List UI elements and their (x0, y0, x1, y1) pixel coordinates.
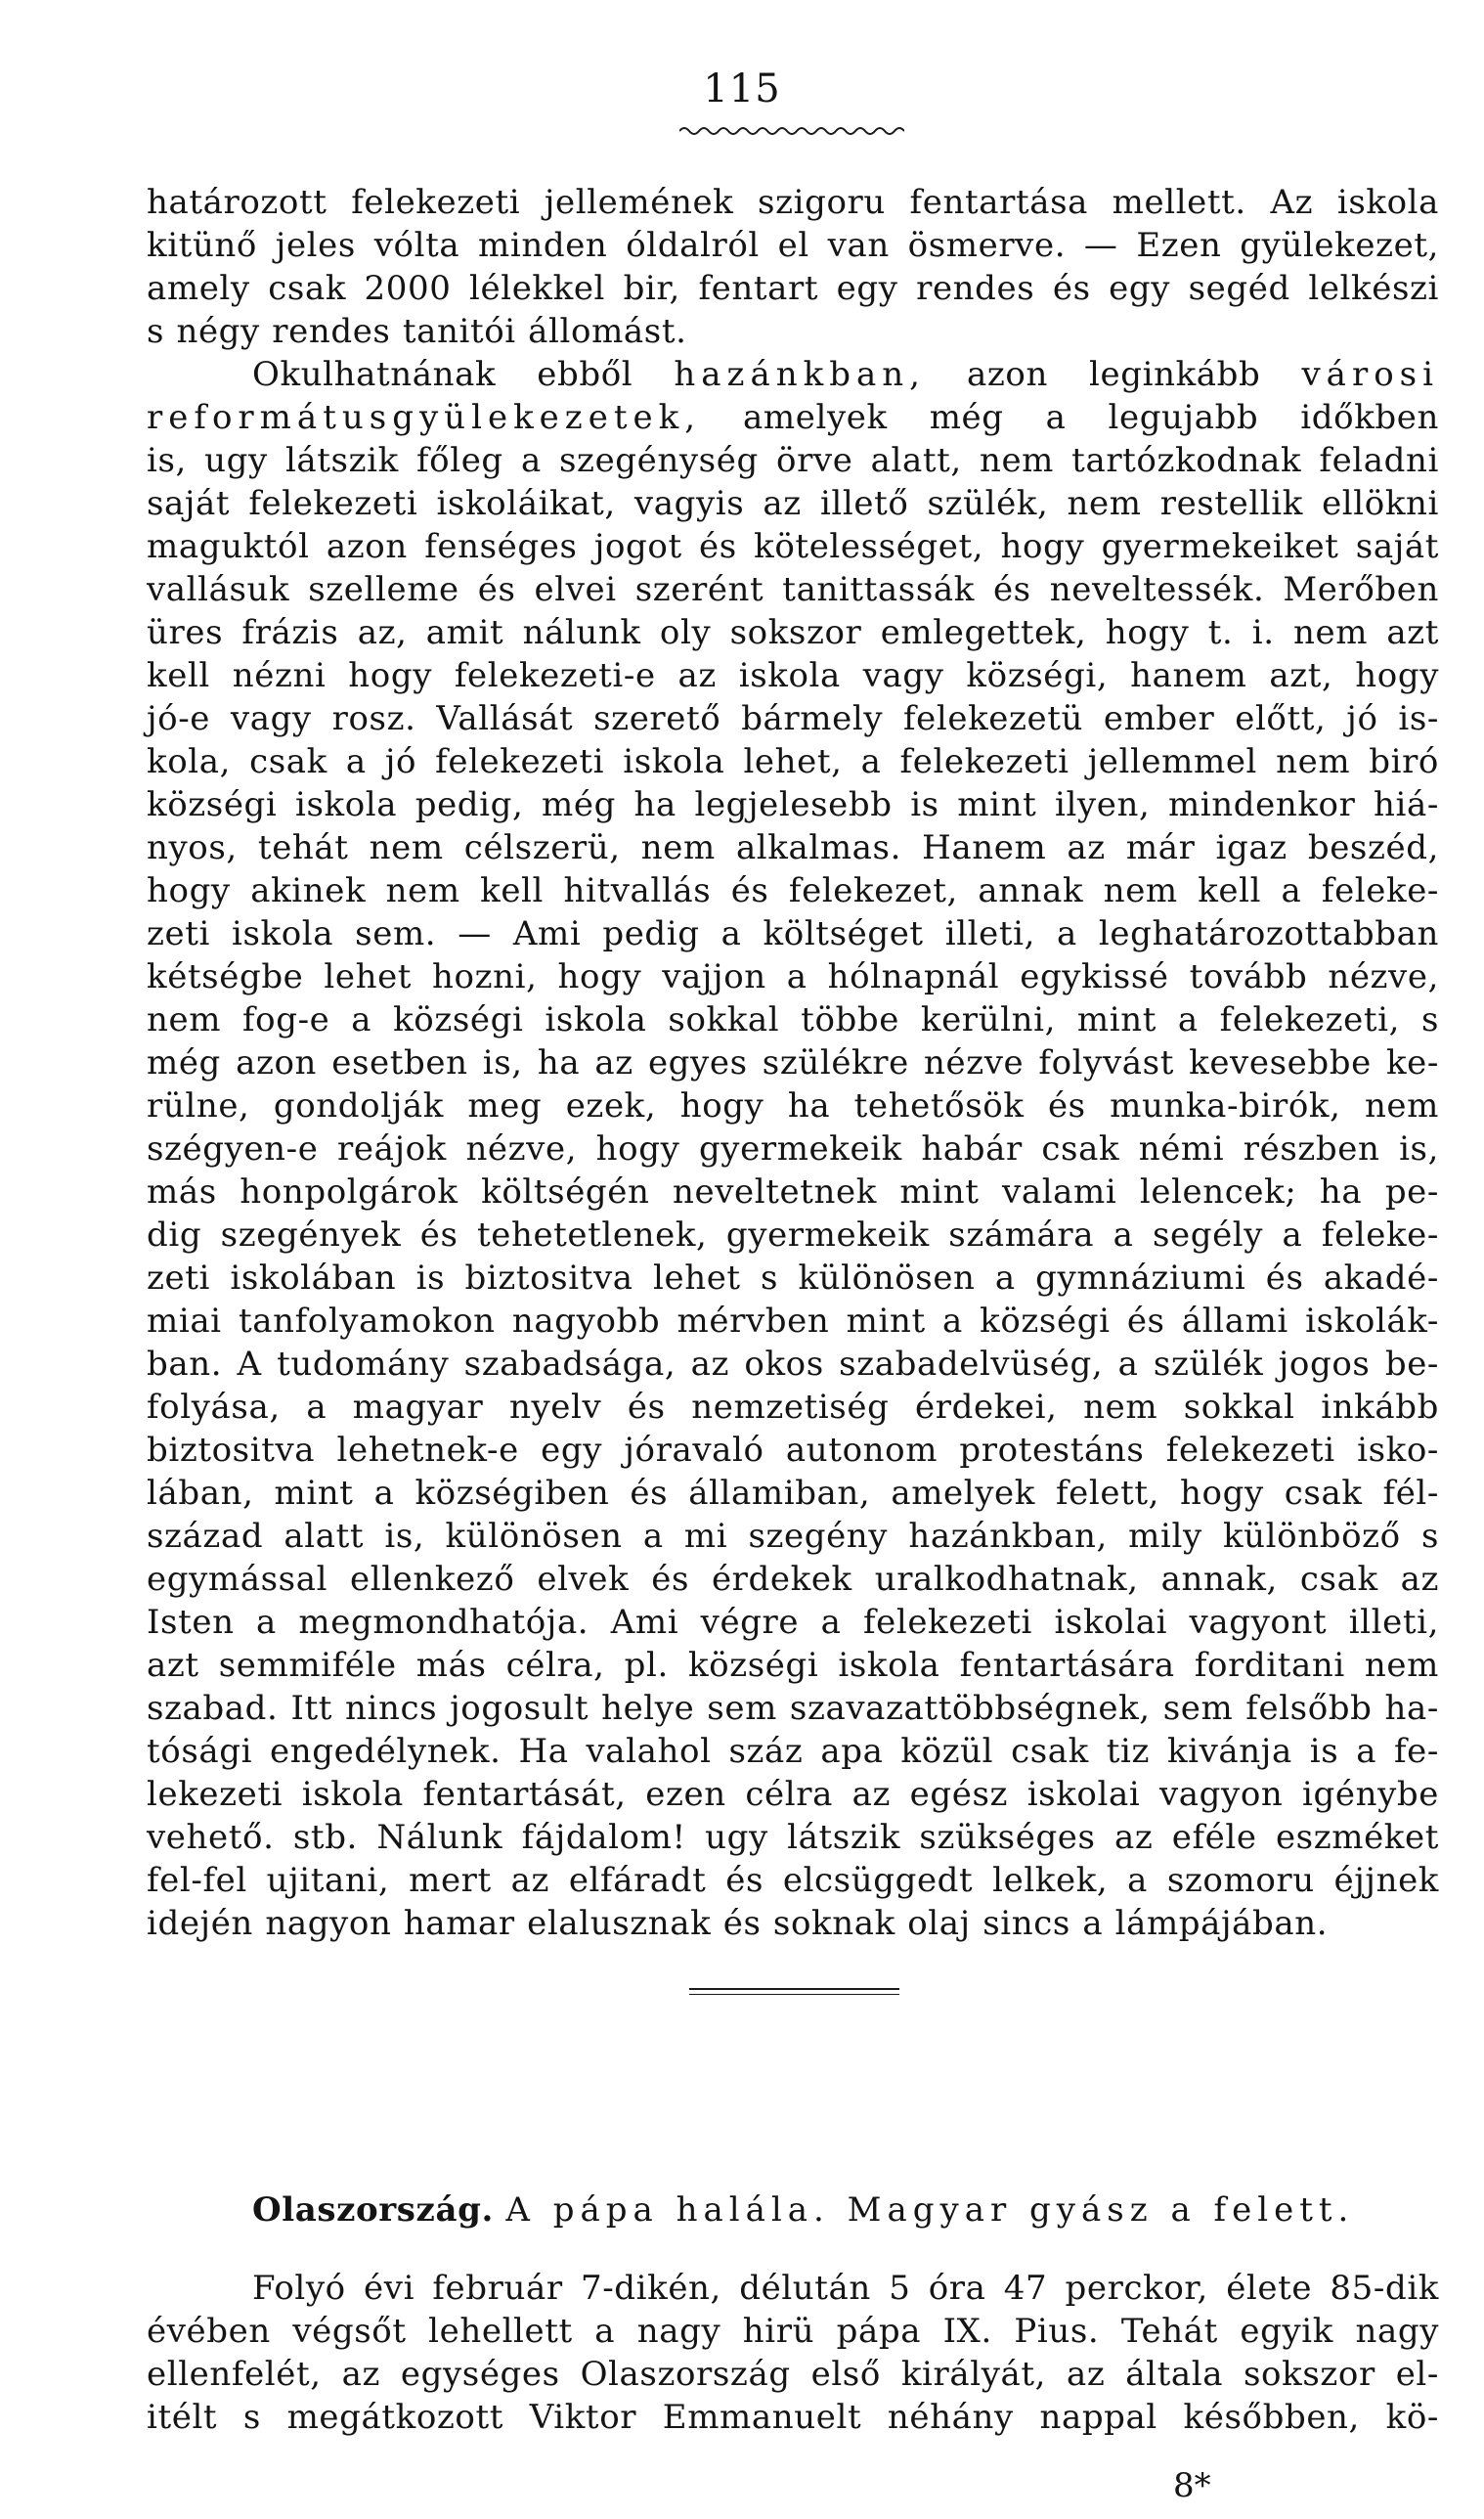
section-divider (689, 1988, 899, 1995)
text-line: rülne, gondolják meg ezek, hogy ha tehetősök és munka-birók, nem (147, 1086, 1439, 1126)
text-line: községi iskola pedig, még ha legjelesebb is mint ilyen, mindenkor hiá- (147, 785, 1439, 824)
section-heading (252, 2188, 1439, 2232)
text-line: kitünő jeles vólta minden óldalról el van ösmerve. — Ezen gyülekezet, (147, 226, 1439, 265)
text-segment: Okulhatnának ebből (252, 355, 633, 394)
text-line: biztositva lehetnek-e egy jóravaló autonom protestáns felekezeti isko- (147, 1431, 1439, 1470)
text-line: ban. A tudomány szabadsága, az okos szabadelvüség, a szülék jogos be- (147, 1345, 1439, 1384)
text-line: szégyen-e reájok nézve, hogy gyermekeik habár csak némi részben is, (147, 1129, 1439, 1169)
text-line: hogy akinek nem kell hitvallás és felekezet, annak nem kell a feleke- (147, 871, 1439, 910)
text-line: maguktól azon fenséges jogot és kötelességet, hogy gyermekeiket saját (147, 527, 1439, 566)
text-line: szabad. Itt nincs jogosult helye sem szavazattöbbségnek, sem felsőbb ha- (147, 1689, 1439, 1728)
text-line: század alatt is, különösen a mi szegény hazánkban, mily különböző s (147, 1517, 1439, 1556)
text-segment: azon leginkább (967, 355, 1261, 394)
text-line: határozott felekezeti jellemének szigoru fentartása mellett. Az iskola (147, 183, 1439, 222)
text-line: lában, mint a községiben és államiban, amelyek felett, hogy csak fél- (147, 1474, 1439, 1513)
text-segment: amelyek még a legujabb időkben (743, 398, 1439, 437)
text-line: nyos, tehát nem célszerü, nem alkalmas. Hanem az már igaz beszéd, (147, 828, 1439, 867)
emphasized-word: hazánkban, (674, 355, 926, 394)
text-line: saját felekezeti iskoláikat, vagyis az illető szülék, nem restellik ellökni (147, 484, 1439, 523)
paragraph-opening-line (252, 353, 1439, 396)
text-line: s négy rendes tanitói állomást. (147, 312, 687, 351)
emphasized-word: városi (1301, 355, 1439, 394)
text-line (147, 396, 1439, 439)
text-line: vehető. stb. Nálunk fájdalom! ugy látszik szükséges az eféle eszméket (147, 1818, 1439, 1857)
text-line: Folyó évi február 7-dikén, délután 5 óra 47 perckor, élete 85-dik (252, 2269, 1439, 2308)
text-line: nem fog-e a községi iskola sokkal többe kerülni, mint a felekezeti, s (147, 1000, 1439, 1039)
text-line: zeti iskola sem. — Ami pedig a költséget illeti, a leghatározottabban (147, 914, 1439, 953)
text-line: kell nézni hogy felekezeti-e az iskola vagy községi, hanem azt, hogy (147, 656, 1439, 695)
text-line: miai tanfolyamokon nagyobb mérvben mint a községi és állami iskolák- (147, 1302, 1439, 1341)
text-line: még azon esetben is, ha az egyes szülékre nézve folyvást kevesebbe ke- (147, 1043, 1439, 1083)
text-line: kola, csak a jó felekezeti iskola lehet, a felekezeti jellemmel nem biró (147, 742, 1439, 781)
text-line: zeti iskolában is biztositva lehet s különösen a gymnáziumi és akadé- (147, 1259, 1439, 1298)
text-line: lekezeti iskola fentartását, ezen célra az egész iskolai vagyon igénybe (147, 1775, 1439, 1814)
emphasized-phrase: reformátusgyülekezetek, (147, 398, 702, 437)
text-line: Isten a megmondhatója. Ami végre a felekezeti iskolai vagyont illeti, (147, 1603, 1439, 1642)
text-line: vallásuk szelleme és elvei szerént tanittassák és neveltessék. Merőben (147, 570, 1439, 609)
heading-title: A pápa halála. Magyar gyász a felett. (505, 2190, 1355, 2230)
text-line: üres frázis az, amit nálunk oly sokszor emlegettek, hogy t. i. nem azt (147, 613, 1439, 652)
text-line: azt semmiféle más célra, pl. községi iskola fentartására forditani nem (147, 1646, 1439, 1685)
signature-mark: 8* (1173, 2466, 1211, 2505)
page-number: 115 (703, 66, 781, 111)
text-line: dig szegények és tehetetlenek, gyermekeik számára a segély a feleke- (147, 1215, 1439, 1255)
text-line: kétségbe lehet hozni, hogy vajjon a hólnapnál egykissé tovább nézve, (147, 957, 1439, 996)
text-line: is, ugy látszik főleg a szegénység örve alatt, nem tartózkodnak feladni (147, 441, 1439, 480)
text-line: más honpolgárok költségén neveltetnek mint valami lelencek; ha pe- (147, 1172, 1439, 1212)
text-line: folyása, a magyar nyelv és nemzetiség érdekei, nem sokkal inkább (147, 1388, 1439, 1427)
text-line: amely csak 2000 lélekkel bir, fentart egy rendes és egy segéd lelkészi (147, 269, 1439, 308)
text-line: fel-fel ujitani, mert az elfáradt és elcsüggedt lelkek, a szomoru éjjnek (147, 1861, 1439, 1900)
text-line: egymással ellenkező elvek és érdekek uralkodhatnak, annak, csak az (147, 1560, 1439, 1599)
text-line: évében végsőt lehellett a nagy hirü pápa IX. Pius. Tehát egyik nagy (147, 2312, 1439, 2351)
text-line: itélt s megátkozott Viktor Emmanuelt néhány nappal későbben, kö- (147, 2398, 1439, 2437)
text-line: tósági engedélynek. Ha valahol száz apa közül csak tiz kivánja is a fe- (147, 1732, 1439, 1771)
wavy-ornament-icon (679, 125, 904, 137)
text-line: jó-e vagy rosz. Vallását szerető bármely felekezetü ember előtt, jó is- (147, 699, 1439, 738)
heading-country: Olaszország. (252, 2190, 494, 2230)
text-line: idején nagyon hamar elalusznak és soknak olaj sincs a lámpájában. (147, 1904, 1329, 1943)
text-line: ellenfelét, az egységes Olaszország első királyát, az általa sokszor el- (147, 2355, 1439, 2394)
